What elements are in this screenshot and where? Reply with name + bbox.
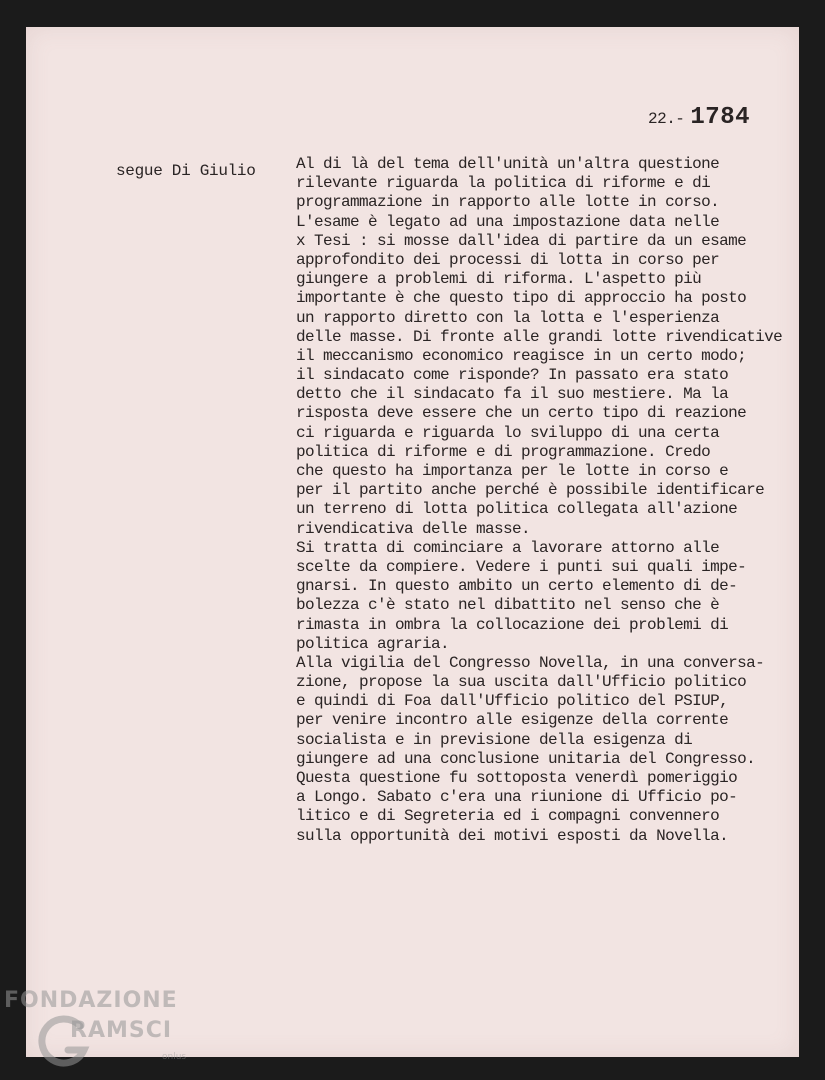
text-line: per venire incontro alle esigenze della corrente [296, 711, 729, 730]
text-line: bolezza c'è stato nel dibattito nel senso che è [296, 596, 720, 615]
text-line: politica agraria. [296, 634, 450, 653]
text-line: politica di riforme e di programmazione. Credo [296, 442, 711, 461]
text-line: delle masse. Di fronte alle grandi lotte rivendicative [296, 327, 783, 346]
text-line: sulla opportunità dei motivi esposti da Novella. [296, 826, 729, 845]
text-line: Al di là del tema dell'unità un'altra questione [296, 155, 720, 173]
page-number-prefix: 22.- [648, 110, 685, 128]
speaker-label: segue Di Giulio [116, 162, 256, 180]
text-line: il sindacato come risponde? In passato era stato [296, 366, 729, 385]
text-line: Si tratta di cominciare a lavorare attorno alle [296, 538, 720, 557]
text-line: un rapporto diretto con la lotta e l'esperienza [296, 308, 720, 327]
text-line: programmazione in rapporto alle lotte in corso. [296, 193, 720, 212]
text-line: importante è che questo tipo di approccio ha posto [296, 289, 747, 308]
text-line: gnarsi. In questo ambito un certo elemento di de- [296, 577, 738, 596]
text-line: rilevante riguarda la politica di riforme e di [296, 174, 711, 193]
text-line: giungere a problemi di riforma. L'aspetto più [296, 270, 702, 289]
text-line: a Longo. Sabato c'era una riunione di Ufficio po- [296, 788, 738, 807]
text-line: il meccanismo economico reagisce in un certo modo; [296, 346, 747, 365]
watermark-line-2: RAMSCI [70, 1018, 173, 1043]
text-line: un terreno di lotta politica collegata all'azione [296, 500, 738, 519]
text-line: approfondito dei processi di lotta in corso per [296, 250, 720, 269]
text-line: per il partito anche perché è possibile identificare [296, 481, 765, 500]
text-line: ci riguarda e riguarda lo sviluppo di una certa [296, 423, 720, 442]
text-line: e quindi di Foa dall'Ufficio politico del PSIUP, [296, 692, 729, 711]
text-line: zione, propose la sua uscita dall'Ufficio politico [296, 673, 747, 692]
text-line: detto che il sindacato fa il suo mestiere. Ma la [296, 385, 729, 404]
text-line: Questa questione fu sottoposta venerdì pomeriggio [296, 769, 738, 787]
page-number [648, 104, 750, 131]
text-line: rimasta in ombra la collocazione dei problemi di [296, 615, 729, 634]
body-text [296, 155, 801, 846]
text-line: x Tesi : si mosse dall'idea di partire da un esame [296, 231, 747, 250]
text-line: scelte da compiere. Vedere i punti sui quali impe- [296, 557, 747, 576]
text-line: Alla vigilia del Congresso Novella, in una conversa- [296, 653, 765, 672]
text-line: giungere ad una conclusione unitaria del Congresso. [296, 749, 756, 768]
page-number-value: 1784 [690, 104, 751, 131]
watermark-line-1: FONDAZIONE [4, 988, 178, 1013]
text-line: risposta deve essere che un certo tipo di reazione [296, 404, 747, 423]
text-line: rivendicativa delle masse. [296, 519, 531, 538]
watermark-onlus: onlus [162, 1052, 187, 1062]
text-line: litico e di Segreteria ed i compagni convennero [296, 807, 720, 826]
text-line: L'esame è legato ad una impostazione data nelle [296, 212, 720, 231]
text-line: che questo ha importanza per le lotte in corso e [296, 462, 729, 480]
text-line: socialista e in previsione della esigenza di [296, 730, 693, 749]
